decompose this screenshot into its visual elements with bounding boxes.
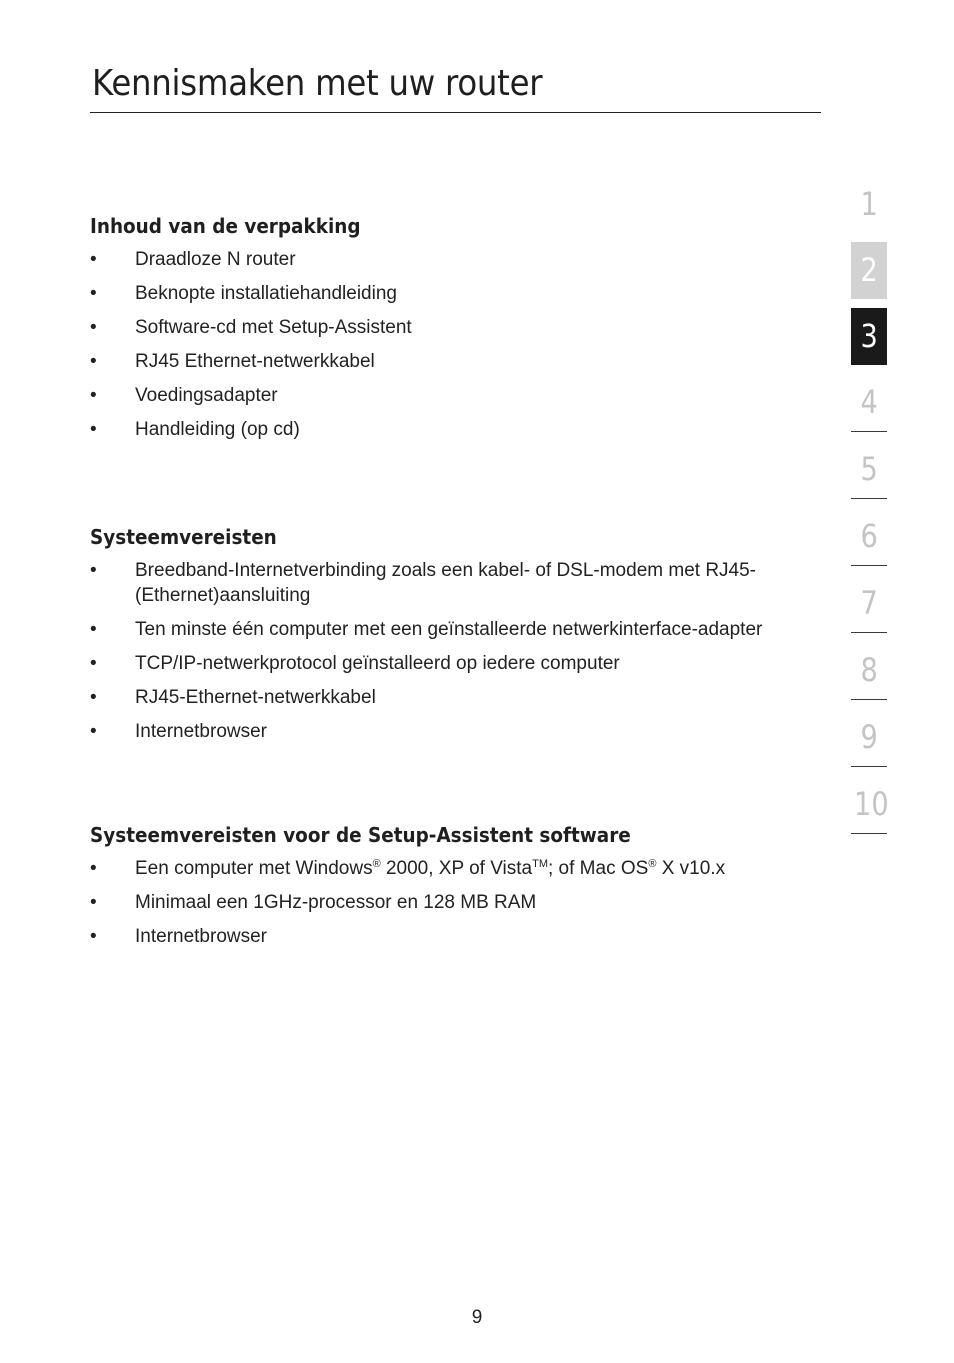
chapter-tabs bbox=[851, 176, 887, 843]
list-item bbox=[90, 617, 810, 642]
section-package-contents bbox=[90, 211, 810, 451]
bullet: • bbox=[90, 926, 97, 947]
chapter-tab-1[interactable] bbox=[851, 176, 887, 233]
trademark-mark: TM bbox=[532, 858, 548, 870]
list-item bbox=[90, 383, 810, 408]
section-heading: Inhoud van de verpakking bbox=[90, 214, 361, 238]
bullet: • bbox=[90, 687, 97, 708]
list-item bbox=[90, 281, 810, 306]
package-contents-list bbox=[90, 247, 810, 442]
text-run: 2000, XP of Vista bbox=[380, 858, 533, 879]
section-system-requirements bbox=[90, 522, 810, 753]
chapter-number: 3 bbox=[860, 317, 878, 355]
list-item-text: Voedingsadapter bbox=[135, 385, 278, 406]
chapter-tab-6[interactable] bbox=[851, 508, 887, 566]
bullet: • bbox=[90, 283, 97, 304]
bullet: • bbox=[90, 560, 97, 581]
text-run: X v10.x bbox=[656, 858, 726, 879]
chapter-tab-2[interactable] bbox=[851, 242, 887, 299]
chapter-number: 4 bbox=[860, 383, 878, 421]
chapter-number: 7 bbox=[860, 584, 878, 622]
chapter-tab-4[interactable] bbox=[851, 374, 887, 432]
list-item bbox=[90, 558, 810, 608]
chapter-number: 10 bbox=[854, 785, 889, 823]
list-item-text: TCP/IP-netwerkprotocol geïnstalleerd op iedere computer bbox=[135, 653, 620, 674]
chapter-number: 2 bbox=[860, 251, 878, 289]
chapter-number: 5 bbox=[860, 450, 878, 488]
text-run: ; of Mac OS bbox=[548, 858, 649, 879]
bullet: • bbox=[90, 653, 97, 674]
bullet: • bbox=[90, 419, 97, 440]
chapter-tab-10[interactable] bbox=[851, 776, 887, 834]
section-heading: Systeemvereisten bbox=[90, 525, 277, 549]
bullet: • bbox=[90, 249, 97, 270]
text-run: Een computer met Windows bbox=[135, 858, 373, 879]
list-item bbox=[90, 685, 810, 710]
list-item-text: Software-cd met Setup-Assistent bbox=[135, 317, 412, 338]
chapter-tab-7[interactable] bbox=[851, 575, 887, 633]
list-item bbox=[90, 924, 810, 949]
list-item-text: Handleiding (op cd) bbox=[135, 419, 300, 440]
title-divider bbox=[90, 112, 821, 113]
bullet: • bbox=[90, 317, 97, 338]
chapter-number: 9 bbox=[860, 718, 878, 756]
list-item bbox=[90, 719, 810, 744]
list-item bbox=[90, 315, 810, 340]
chapter-tab-5[interactable] bbox=[851, 441, 887, 499]
registered-mark: ® bbox=[372, 858, 381, 870]
page-title: Kennismaken met uw router bbox=[92, 63, 543, 104]
bullet: • bbox=[90, 385, 97, 406]
chapter-tab-3[interactable] bbox=[851, 308, 887, 365]
bullet: • bbox=[90, 619, 97, 640]
list-item-text: Internetbrowser bbox=[135, 926, 268, 947]
section-heading: Systeemvereisten voor de Setup-Assistent software bbox=[90, 823, 631, 847]
chapter-number: 6 bbox=[860, 517, 878, 555]
list-item-text: Draadloze N router bbox=[135, 249, 296, 270]
chapter-tab-9[interactable] bbox=[851, 709, 887, 767]
list-item-text: Breedband-Internetverbinding zoals een kabel- of DSL-modem met RJ45-(Ethernet)aansluiting bbox=[135, 560, 756, 606]
list-item bbox=[90, 417, 810, 442]
list-item-text: Internetbrowser bbox=[135, 721, 268, 742]
list-item-text: Ten minste één computer met een geïnstalleerde netwerkinterface-adapter bbox=[135, 619, 763, 640]
list-item bbox=[90, 349, 810, 374]
list-item-text bbox=[135, 858, 725, 879]
chapter-number: 1 bbox=[860, 185, 878, 223]
list-item-text: RJ45-Ethernet-netwerkkabel bbox=[135, 687, 376, 708]
list-item-text: Minimaal een 1GHz-processor en 128 MB RAM bbox=[135, 892, 537, 913]
chapter-tab-8[interactable] bbox=[851, 642, 887, 700]
list-item bbox=[90, 651, 810, 676]
setup-assistant-requirements-list bbox=[90, 856, 810, 949]
system-requirements-list bbox=[90, 558, 810, 744]
registered-mark: ® bbox=[648, 858, 657, 870]
bullet: • bbox=[90, 721, 97, 742]
bullet: • bbox=[90, 351, 97, 372]
bullet: • bbox=[90, 858, 97, 879]
list-item bbox=[90, 890, 810, 915]
chapter-number: 8 bbox=[860, 651, 878, 689]
page-number: 9 bbox=[471, 1307, 483, 1328]
list-item bbox=[90, 856, 810, 881]
bullet: • bbox=[90, 892, 97, 913]
list-item-text: RJ45 Ethernet-netwerkkabel bbox=[135, 351, 375, 372]
list-item-text: Beknopte installatiehandleiding bbox=[135, 283, 397, 304]
section-setup-assistant-requirements bbox=[90, 820, 810, 958]
list-item bbox=[90, 247, 810, 272]
